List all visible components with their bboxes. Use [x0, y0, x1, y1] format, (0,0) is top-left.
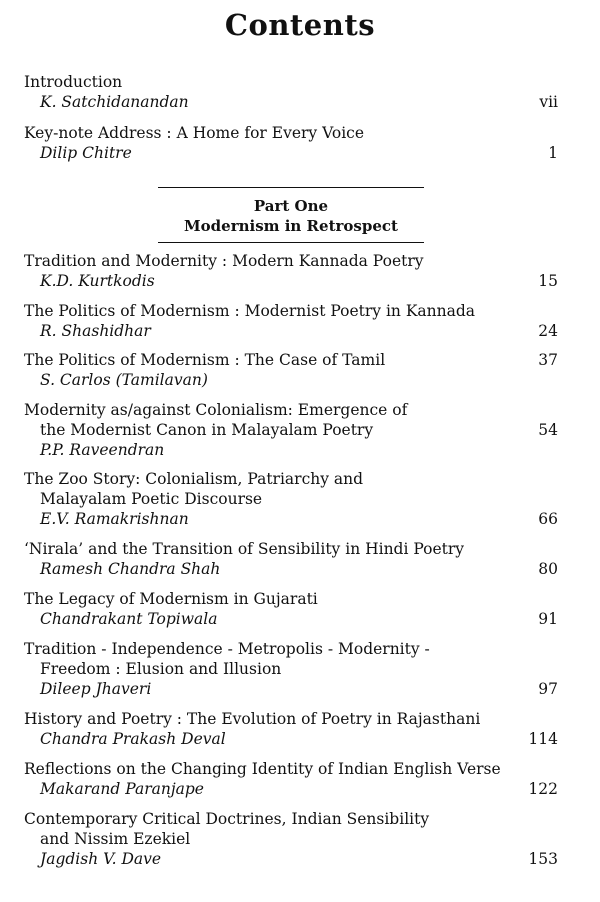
entry-author: Jagdish V. Dave — [40, 850, 162, 868]
toc-entry[interactable] — [24, 539, 558, 579]
entry-page: 80 — [538, 560, 558, 578]
entry-title: The Zoo Story: Colonialism, Patriarchy and — [24, 470, 364, 488]
entry-author: K. Satchidanandan — [40, 93, 189, 111]
entry-title: Tradition and Modernity : Modern Kannada Poetry — [24, 252, 424, 270]
entry-author: Ramesh Chandra Shah — [40, 560, 221, 578]
entry-page: 97 — [538, 680, 558, 698]
toc-entry[interactable] — [24, 400, 558, 460]
toc-entry[interactable] — [24, 469, 558, 529]
toc-entry[interactable] — [24, 589, 558, 629]
entry-author: Makarand Paranjape — [40, 780, 204, 798]
entry-title: ‘Nirala’ and the Transition of Sensibility in Hindi Poetry — [24, 540, 465, 558]
entry-author: Dilip Chitre — [40, 144, 132, 162]
entry-title: the Modernist Canon in Malayalam Poetry — [40, 421, 374, 439]
entry-author: Chandra Prakash Deval — [40, 730, 226, 748]
entry-title: The Politics of Modernism : Modernist Poetry in Kannada — [24, 302, 476, 320]
toc-entry[interactable] — [24, 809, 558, 869]
entry-page: vii — [539, 93, 558, 111]
entry-page: 24 — [538, 322, 558, 340]
toc-entry[interactable] — [24, 251, 558, 291]
entry-title: Key-note Address : A Home for Every Voice — [24, 124, 365, 142]
entry-page: 91 — [538, 610, 558, 628]
entry-title: Contemporary Critical Doctrines, Indian Sensibility — [24, 810, 430, 828]
part-subtitle: Modernism in Retrospect — [184, 217, 398, 235]
entry-author: S. Carlos (Tamilavan) — [40, 371, 208, 389]
entry-author: K.D. Kurtkodis — [40, 272, 155, 290]
entry-title: History and Poetry : The Evolution of Poetry in Rajasthani — [24, 710, 481, 728]
entry-page: 37 — [538, 351, 558, 369]
divider — [158, 242, 424, 243]
part-label: Part One — [253, 197, 329, 215]
entry-page: 1 — [548, 144, 558, 162]
entry-author: Dileep Jhaveri — [40, 680, 152, 698]
entry-title: Introduction — [24, 73, 123, 91]
entry-title: Freedom : Elusion and Illusion — [40, 660, 282, 678]
entry-title: Reflections on the Changing Identity of Indian English Verse — [24, 760, 501, 778]
toc-entry[interactable] — [24, 709, 558, 749]
entry-title: Modernity as/against Colonialism: Emergence of — [24, 401, 408, 419]
page-title: Contents — [224, 8, 376, 42]
entry-page: 15 — [538, 272, 558, 290]
entry-author: R. Shashidhar — [40, 322, 151, 340]
entry-page: 122 — [528, 780, 558, 798]
entry-author: P.P. Raveendran — [40, 441, 165, 459]
divider — [158, 187, 424, 188]
entry-author: Chandrakant Topiwala — [40, 610, 218, 628]
entry-page: 153 — [528, 850, 558, 868]
toc-entry[interactable] — [24, 301, 558, 341]
toc-entry[interactable] — [24, 123, 558, 163]
entry-title: and Nissim Ezekiel — [40, 830, 191, 848]
entry-page: 66 — [538, 510, 558, 528]
entry-author: E.V. Ramakrishnan — [40, 510, 189, 528]
toc-entry[interactable] — [24, 350, 558, 390]
entry-page: 54 — [538, 421, 558, 439]
toc-entry[interactable] — [24, 72, 558, 112]
entry-title: Malayalam Poetic Discourse — [40, 490, 263, 508]
toc-entry[interactable] — [24, 759, 558, 799]
entry-title: Tradition - Independence - Metropolis - Modernity - — [24, 640, 430, 658]
toc-entry[interactable] — [24, 639, 558, 699]
entry-page: 114 — [528, 730, 558, 748]
entry-title: The Legacy of Modernism in Gujarati — [24, 590, 318, 608]
part-heading — [158, 187, 424, 243]
entry-title: The Politics of Modernism : The Case of Tamil — [24, 351, 386, 369]
